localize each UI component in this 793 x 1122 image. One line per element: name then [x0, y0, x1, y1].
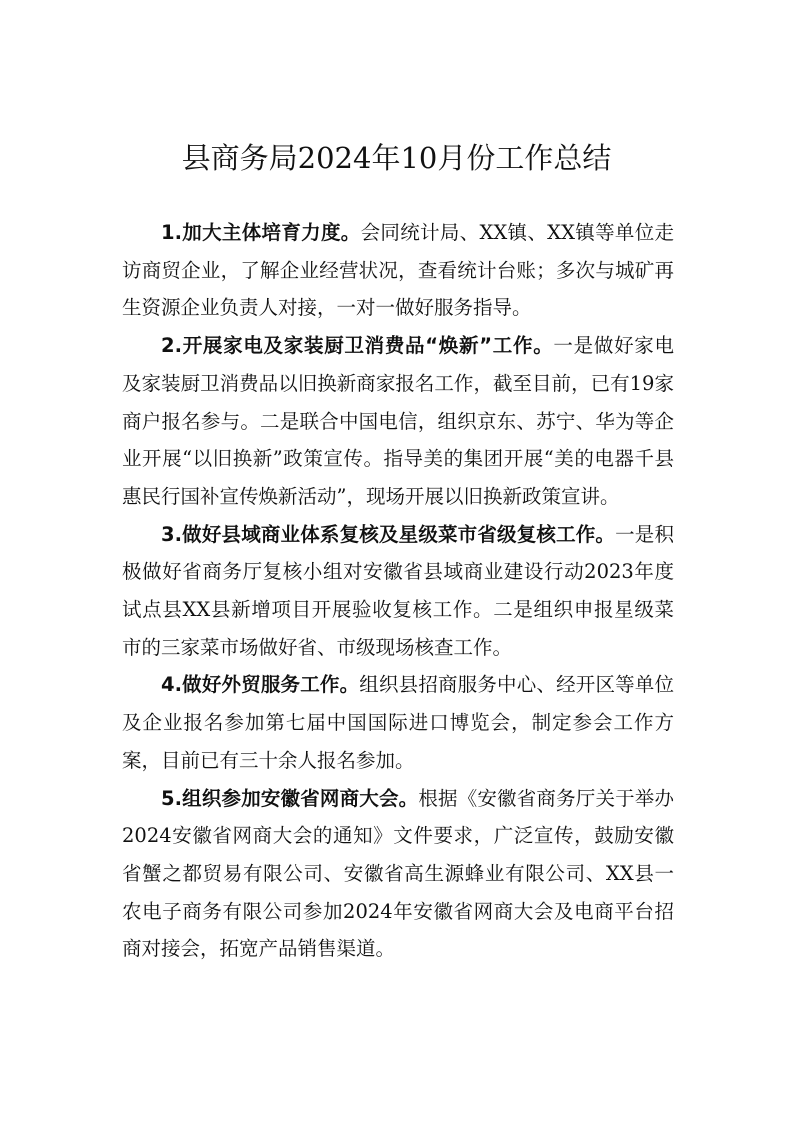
paragraph-heading: 1.加大主体培育力度。: [161, 221, 361, 244]
paragraph-text: 一是做好家电及家装厨卫消费品以旧换新商家报名工作，截至目前，已有19家商户报名参与。二是联合中国电信，组织京东、苏宁、华为等企业开展“以旧换新”政策宣传。指导美的集团开展“美的电器千县惠民行国补宣传焕新活动”，现场开展以旧换新政策宣讲。: [122, 334, 674, 508]
document-title: 县商务局2024年10月份工作总结: [181, 141, 612, 175]
paragraph-heading: 2.开展家电及家装厨卫消费品“焕新”工作。: [161, 334, 554, 358]
paragraph-text: 会同统计局、XX镇、XX镇等单位走访商贸企业，了解企业经营状况，查看统计台账；多次与城矿再生资源企业负责人对接，一对一做好服务指导。: [122, 221, 675, 320]
paragraph-3: [122, 516, 674, 667]
paragraph-heading: 3.做好县域商业体系复核及星级菜市省级复核工作。: [161, 522, 616, 546]
paragraph-text: 一是积极做好省商务厅复核小组对安徽省县域商业建设行动2023年度试点县XX县新增项目开展验收复核工作。二是组织申报星级菜市的三家菜市场做好省、市级现场核查工作。: [122, 522, 674, 659]
paragraph-heading: 5.组织参加安徽省网商大会。: [161, 786, 419, 810]
paragraph-1: [122, 214, 674, 327]
paragraph-text: 根据《安徽省商务厅关于举办2024安徽省网商大会的通知》文件要求，广泛宣传，鼓励安徽省蟹之都贸易有限公司、安徽省高生源蜂业有限公司、XX县一农电子商务有限公司参加2024年安徽省网商大会及电商平台招商对接会，拓宽产品销售渠道。: [122, 786, 674, 961]
document-body: [122, 214, 674, 968]
paragraph-2: [122, 327, 674, 516]
paragraph-4: [122, 666, 674, 779]
paragraph-5: [122, 780, 674, 969]
paragraph-heading: 4.做好外贸服务工作。: [161, 673, 360, 697]
paragraph-text: 组织县招商服务中心、经开区等单位及企业报名参加第七届中国国际进口博览会，制定参会工作方案，目前已有三十余人报名参加。: [122, 673, 674, 772]
